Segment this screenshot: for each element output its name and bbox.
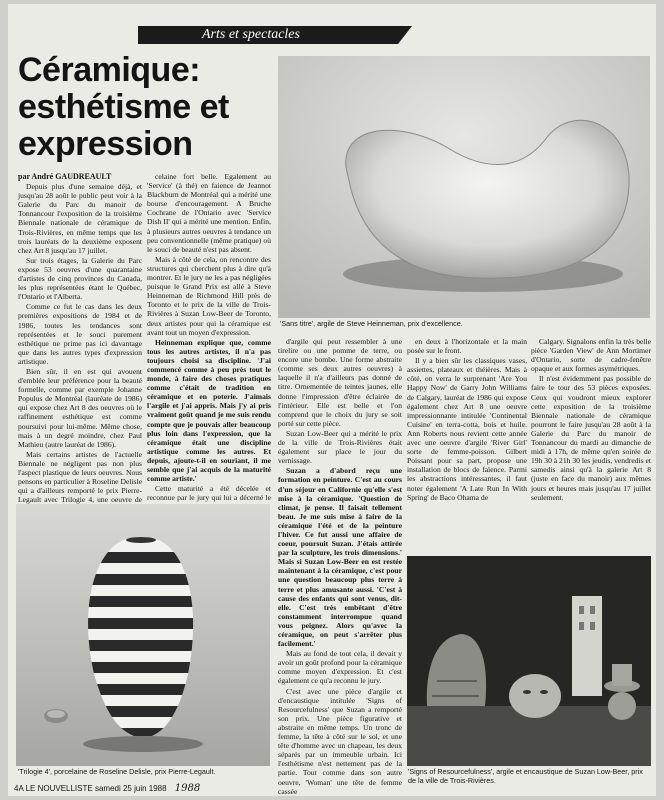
clay-sculpture-image — [278, 56, 650, 318]
paragraph: en deux à l'horizontale et la main posée sur le front. — [407, 337, 527, 356]
paragraph: Mais à côté de cela, on rencontre des structures qui cherchent plus à dire qu'à montrer. Et le jury ne les a pas négligées puisque le Grand Prix est allé à Steve Heinneman de Richmond Hill près de Toronto et le prix de la ville de Trois-Rivières à Suzan Low-Beer de Toronto, deux artistes pour qui la céramique est avant tout un moyen d'expression. — [147, 254, 271, 337]
paragraph: Mais certains artistes de l'actuelle Biennale ne négligent pas non plus l'aspect plastique de leurs oeuvres. Nous pensons en particulier à Roseline Delisle qui a d'ailleurs remporté le prix Pierre-Legault avec Trilogie 4, une oeuvre de — [18, 449, 142, 505]
text-column-5 — [531, 337, 651, 503]
paragraph: Suzan a d'abord reçu une formation en peinture. C'est au cours d'un séjour en Californie qu'elle s'est mise à la céramique. 'Question de climat, je pense. Il faisait tellement beau. Je me suis mise à faire de la céramique l'été et de la peinture l'hiver. Ce fut aussi une affaire de coeur, poursuit Suzan. J'étais attirée par la sculpture, les trois dimensions.' Mais si Suzan Low-Beer en est restée maintenant à la céramique, c'est pour une question beaucoup plus terre à terre et plus amusante aussi. 'C'est à cause des enfants qui sont venus, dit-elle. C'est très embêtant d'être constamment interrompue quand vous peignez. Alors qu'avec la céramique, on peut s'arrêter plus facilement.' — [278, 466, 402, 649]
newspaper-page — [8, 4, 656, 796]
handwritten-note: 1988 — [174, 783, 201, 794]
paragraph: Il n'est évidemment pas possible de faire le tour des 53 pièces exposées. Ceux qui voudront mieux explorer cette exposition de la troisième Biennale nationale de céramique pourront le faire jusqu'au 28 août à la Galerie du Parc du manoir de Tonnancour du mardi au dimanche de midi à 17h, de même qu'en soirée de 19h 30 à 21h 30 les jeudis, vendredis et samedis ainsi qu'à la galerie Art 8 (juste en face du manoir) aux mêmes jours et heures mais jusqu'au 17 juillet seulement. — [531, 374, 652, 502]
photo-sans-titre — [278, 56, 650, 318]
byline: par André GAUDREAULT — [18, 172, 112, 181]
text-column-4 — [407, 337, 527, 503]
paragraph: Comme ce fut le cas dans les deux premières expositions de 1984 et de 1986, toutes les tendances sont représentées et le souci purement esthétique ne prime pas ici davantage que dans les autres types d'expression artistique. — [18, 302, 142, 366]
headline-line-1: Céramique: — [18, 51, 201, 89]
page-number: 4A — [14, 784, 24, 793]
paragraph: celaine fort belle. Egalement au 'Service' (à thé) en faience de Jeannot Blackburn de Montréal qui a mérité une bourse d'encouragement. A Bruche Cochrane de l'Ontario avec 'Service Dish II' qui a mérité une mention. Enfin, à plusieurs autres oeuvres à tendance un peu conventionnelle (même pratique) où le souci de beauté n'est pas absent. — [147, 172, 271, 254]
paragraph: Depuis plus d'une semaine déjà, et jusqu'au 28 août le public peut voir à la Galerie du Parc du manoir de Tonnancour l'exposition de la troisième Biennale nationale de céramique de Trois-Rivières, en même temps que les trois lauréats de la deuxième exposent chez Art 8 jusqu'au 17 juillet. — [18, 182, 142, 255]
section-banner — [138, 26, 398, 44]
newspaper-name: LE NOUVELLISTE — [25, 784, 93, 793]
photo-signs-of-resourcefulness — [407, 556, 651, 766]
paragraph: d'argile qui peut ressembler à une tirelire ou une pomme de terre, ou encore une bombe. Une forme abstraite (comme ses deux autres oeuvres) à laquelle il n'a d'ailleurs pas donné de titre. Ornementée de teintes jaunes, elle donne l'impression d'être éclairée de l'intérieur. Elle est belle et l'on comprend que le choix du jury se soit porté sur cette pièce. — [278, 337, 402, 428]
page-footer — [14, 783, 200, 794]
paragraph: C'est avec une pièce d'argile et d'encaustique intitulée 'Signs of Resourcefulness' que Suzan a remporté son prix. Une pièce figurative et abstraite en même temps. Un tronc de femme, la tête à côté sur le sol, et une tête d'homme avec un chapeau, les deux séparés par un immeuble urbain. Ici l'esthétisme n'est nettement pas de la partie. Tout comme dans son autre oeuvre, 'Woman' une tête de femme cassée — [278, 686, 402, 796]
photo-caption-right: 'Signs of Resourcefulness', argile et encaustique de Suzan Low-Beer, prix de la ville de Trois-Rivières. — [408, 767, 643, 785]
photo-caption-left: 'Trilogie 4', porcelaine de Roseline Delisle, prix Pierre-Legault. — [18, 767, 216, 776]
headline-line-3: expression — [18, 125, 193, 163]
photo-trilogie-4 — [16, 504, 270, 766]
figurative-sculpture-image — [407, 556, 651, 766]
paragraph: Bien sûr, il en est qui avouent d'emblée leur préférence pour la beauté formelle, comme par exemple Johanne Populus de Montréal (lauréate de 1986) qui expose chez Art 8 des oeuvres où le raffinement esthétique est comme poursuivi pour lui-même. Même chose, mais à un degré moindre, chez Paul Mathieu (autre lauréat de 1986). — [18, 366, 142, 449]
text-column-2 — [147, 172, 271, 512]
paragraph: Il y a bien sûr les classiques vases, assiettes, plateaux et théières. Mais à côté, on verra le surprenant 'Are You Happy Now' de Garry John Williams de Calgary, lauréat de 1986 qui expose également chez Art 8 une oeuvre impressionnante intitulée 'Continental Cuisine' en terra-cotta, bois et huile. Ann Roberts nous revient cette année avec une oeuvre d'argile 'River Girl' sorte de femme-poisson. Gilbert Poissant pour sa part, propose une installation de blocs de faïence. Parmi les abstractions intéressantes, il faut noter également 'A Late Run In With Spring' de Baco Ohama de — [407, 356, 527, 502]
section-title: Arts et spectacles — [202, 27, 300, 42]
paragraph: Cette maturité a été décelée et reconnue par le jury qui lui a décerné le — [147, 484, 271, 503]
striped-vase-image — [16, 504, 270, 766]
paragraph: Heinneman explique que, comme tous les autres artistes, il n'a pas toujours choisi sa discipline. 'J'ai commencé comme à peu près tout le monde, à faire des choses pratiques comme c'était de tradition en céramique et en poterie. J'aimais l'argile et j'ai appris. Mais j'y ai pris vraiment goût quand je me suis rendu compte que je pouvais aller beaucoup plus loin dans l'expression, que la céramique était une discipline artistique comme les autres. Et depuis, ajoute-t-il en souriant, il me semble que j'ai acquis de la maturité comme artiste.' — [147, 337, 271, 484]
paragraph: Mais au fond de tout cela, il devait y avoir un goût profond pour la céramique comme moyen d'expression. Et c'est également ce qu'a reconnu le jury. — [278, 649, 402, 686]
paragraph: Suzan Low-Beer qui a mérité le prix de la ville de Trois-Rivières était également sur place le jour du vernissage. — [278, 428, 402, 466]
issue-date: samedi 25 juin 1988 — [94, 784, 167, 793]
article-headline — [18, 52, 258, 163]
text-column-1 — [18, 172, 142, 514]
paragraph: Calgary. Signalons enfin la très belle pièce 'Garden View' de Ann Mortimer d'Ontario, sorte de cadre-fenêtre opaque et aux formes asymétriques. — [531, 337, 651, 374]
text-column-3 — [278, 337, 402, 797]
photo-caption-top: 'Sans titre', argile de Steve Heinneman, prix d'excellence. — [280, 319, 463, 328]
headline-line-2: esthétisme et — [18, 88, 229, 126]
paragraph: Sur trois étages, la Galerie du Parc expose 53 oeuvres d'une quarantaine d'artistes de cinq provinces du Canada, les plus représentées étant le Québec, l'Ontario et l'Alberta. — [18, 255, 142, 302]
